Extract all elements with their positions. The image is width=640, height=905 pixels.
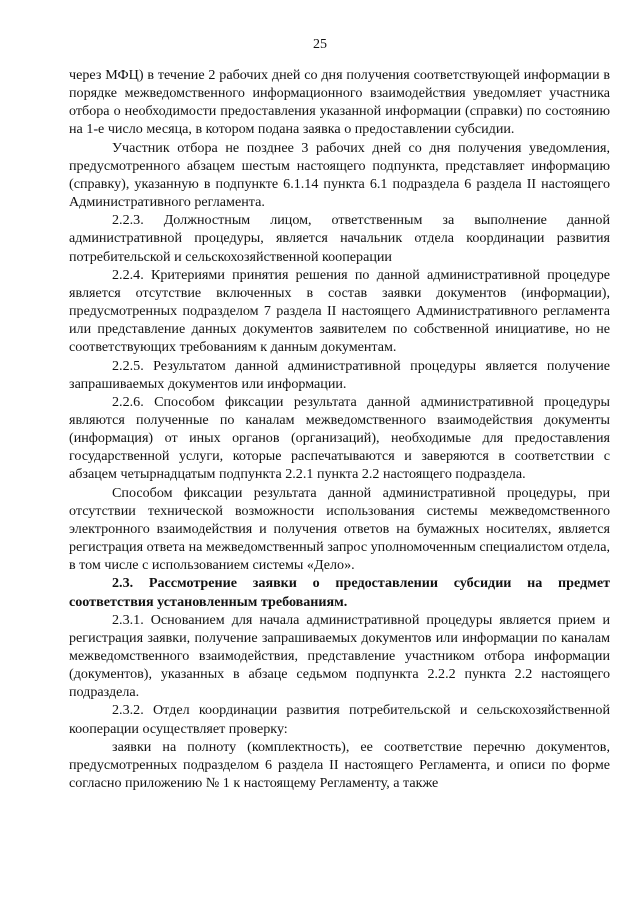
- paragraph-application-check: заявки на полноту (комплектность), ее соответствие перечню документов, предусмотренных подразделом 6 раздела II настоящего Регламента, и описи по форме согласно приложению № 1 к настоящему Регламенту, а также: [69, 738, 610, 792]
- paragraph-participant-notice: Участник отбора не позднее 3 рабочих дней со дня получения уведомления, предусмотренного абзацем шестым настоящего подпункта, представляет информацию (справку), указанную в подпункте 6.1.14 пункта 6.1 подраздела 6 раздела II настоящего Административного регламента.: [69, 139, 610, 211]
- page-number: 25: [313, 37, 327, 52]
- section-heading-2-3: 2.3. Рассмотрение заявки о предоставлении субсидии на предмет соответствия установленным требованиям.: [69, 575, 610, 610]
- paragraph-2-2-4: 2.2.4. Критериями принятия решения по данной административной процедуре является отсутствие включенных в состав заявки документов (информации), предусмотренных подразделом 7 раздела II настоящего Административного регламента или представление данных документов заявителем по собственной инициативе, но не соответствующих требованиям к данным документам.: [69, 266, 610, 356]
- document-body: [69, 66, 610, 792]
- paragraph-fixation-method: Способом фиксации результата данной административной процедуры, при отсутствии технической возможности использования системы межведомственного электронного взаимодействия и получения ответов на бумажных носителях, является регистрация ответа на межведомственный запрос уполномоченным специалистом отдела, в том числе с использованием системы «Дело».: [69, 484, 610, 574]
- paragraph-2-3-1: 2.3.1. Основанием для начала административной процедуры является прием и регистрация заявки, получение запрашиваемых документов или информации по каналам межведомственного взаимодействия, представление участником отбора информации (документов), указанных в абзаце седьмом подпункта 2.2.2 пункта 2.2 настоящего подраздела.: [69, 611, 610, 701]
- paragraph-2-3-2: 2.3.2. Отдел координации развития потребительской и сельскохозяйственной кооперации осуществляет проверку:: [69, 702, 610, 737]
- paragraph-continuation: через МФЦ) в течение 2 рабочих дней со дня получения соответствующей информации в порядке межведомственного информационного взаимодействия уведомляет участника отбора о необходимости предоставления указанной информации (справки) по состоянию на 1-е число месяца, в котором подана заявка о предоставлении субсидии.: [69, 67, 610, 138]
- paragraph-2-2-6: 2.2.6. Способом фиксации результата данной административной процедуры являются полученные по каналам межведомственного взаимодействия документы (информация) от иных органов (организаций), необходимые для предоставления государственной услуги, которые распечатываются и заверяются в соответствии с абзацем четырнадцатым подпункта 2.2.1 пункта 2.2 настоящего подраздела.: [69, 393, 610, 483]
- paragraph-2-2-3: 2.2.3. Должностным лицом, ответственным за выполнение данной административной процедуры, является начальник отдела координации развития потребительской и сельскохозяйственной кооперации: [69, 212, 610, 265]
- paragraph-2-2-5: 2.2.5. Результатом данной административной процедуры является получение запрашиваемых документов или информации.: [69, 357, 610, 392]
